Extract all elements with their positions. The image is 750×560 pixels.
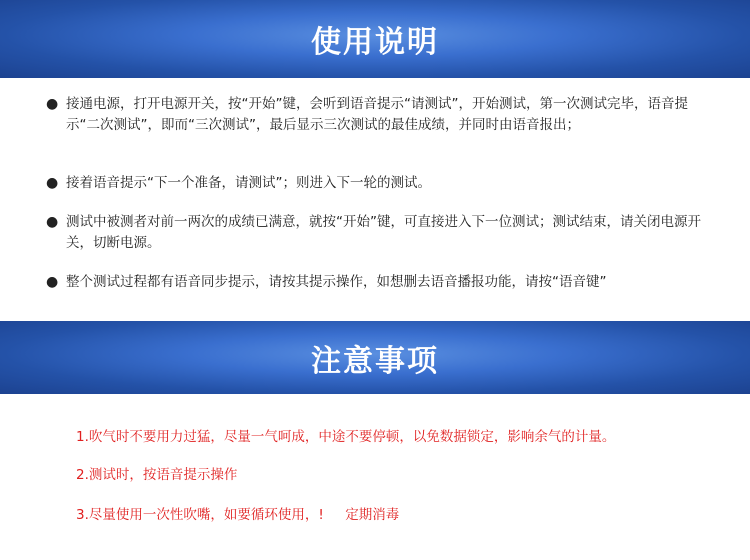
usage-instructions-banner [0,0,750,78]
usage-item [46,212,706,254]
precautions-title: 注意事项 [311,343,439,379]
usage-item-text: 接着语音提示“下一个准备，请测试”；则进入下一轮的测试。 [66,175,431,191]
usage-item [46,272,706,293]
precaution-item: 1.吹气时不要用力过猛，尽量一气呵成，中途不要停顿，以免数据锁定，影响余气的计量。 [76,429,616,445]
precaution-item: 2.测试时，按语音提示操作 [76,467,238,483]
usage-instructions-title: 使用说明 [311,25,439,60]
bullet-icon: ● [46,175,59,191]
bullet-icon: ● [46,274,59,290]
precautions-banner [0,321,750,394]
usage-item-text: 整个测试过程都有语音同步提示，请按其提示操作，如想删去语音播报功能，请按“语音键” [66,274,607,290]
usage-item-text: 测试中被测者对前一两次的成绩已满意，就按“开始”键，可直接进入下一位测试；测试结束，请关闭电源开关，切断电源。 [66,214,701,251]
bullet-icon: ● [46,214,59,230]
usage-item-text: 接通电源，打开电源开关，按“开始”键，会听到语音提示“请测试”，开始测试，第一次测试完毕，语音提示“二次测试”，即而“三次测试”，最后显示三次测试的最佳成绩，并同时由语音报出； [66,96,688,133]
bullet-icon: ● [46,96,59,112]
usage-item [46,94,706,136]
precaution-item: 3.尽量使用一次性吹嘴，如要循环使用，! 定期消毒 [76,507,400,523]
usage-item [46,173,706,194]
